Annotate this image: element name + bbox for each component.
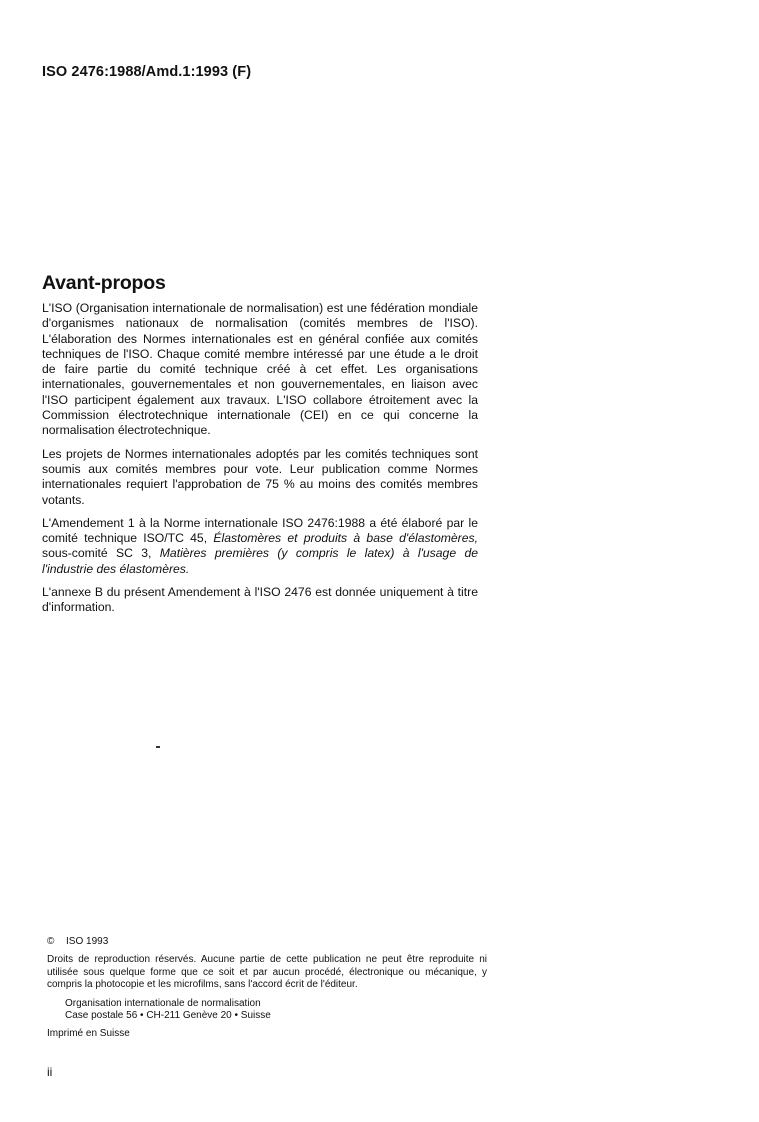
scan-speck xyxy=(156,746,160,748)
copyright-line xyxy=(47,936,487,948)
foreword-paragraph-3 xyxy=(42,516,478,577)
subcommittee-title: Matières premières (y compris le latex) à l'usage de l'industrie des élastomères. xyxy=(42,546,478,576)
rights-statement: Droits de reproduction réservés. Aucune partie de cette publication ne peut être reproduite ni utilisée sous quelque forme que ce soit et par aucun procédé, électronique ou mécanique, y compris la photocopie et les microfilms, sans l'accord écrit de l'éditeur. xyxy=(47,954,487,991)
foreword-paragraph-4: L'annexe B du présent Amendement à l'ISO 2476 est donnée uniquement à titre d'information. xyxy=(42,585,478,615)
foreword-body xyxy=(42,301,478,624)
copyright-block xyxy=(47,936,487,1041)
foreword-paragraph-1: L'ISO (Organisation internationale de normalisation) est une fédération mondiale d'organismes nationaux de normalisation (comités membres de l'ISO). L'élaboration des Normes internationales est en général confiée aux comités techniques de l'ISO. Chaque comité membre intéressé par une étude a le droit de faire partie du comité technique créé à cet effet. Les organisations internationales, gouvernementales et non gouvernementales, en liaison avec l'ISO participent également aux travaux. L'ISO collabore étroitement avec la Commission électrotechnique internationale (CEI) en ce qui concerne la normalisation électrotechnique. xyxy=(42,301,478,438)
amendment-text-1: L'Amendement 1 à la Norme internationale ISO 2476:1988 a été élaboré par le comité technique ISO/TC 45, xyxy=(42,515,478,546)
foreword-title: Avant-propos xyxy=(42,272,166,294)
publisher-name: Organisation internationale de normalisation xyxy=(65,997,261,1009)
amendment-text-2: sous-comité SC 3, xyxy=(42,546,160,561)
copyright-owner: ISO 1993 xyxy=(66,936,109,947)
publisher-address xyxy=(65,998,487,1023)
page-number: ii xyxy=(47,1065,53,1079)
committee-title: Élastomères et produits à base d'élastomères, xyxy=(213,531,478,546)
copyright-icon: © xyxy=(47,936,55,947)
document-reference: ISO 2476:1988/Amd.1:1993 (F) xyxy=(42,64,252,80)
printed-in: Imprimé en Suisse xyxy=(47,1028,130,1040)
foreword-paragraph-2: Les projets de Normes internationales adoptés par les comités techniques sont soumis aux comités membres pour vote. Leur publication comme Normes internationales requiert l'approbation de 75 % au moins des comités membres votants. xyxy=(42,446,478,507)
postal-address: Case postale 56 • CH-211 Genève 20 • Suisse xyxy=(65,1010,271,1022)
